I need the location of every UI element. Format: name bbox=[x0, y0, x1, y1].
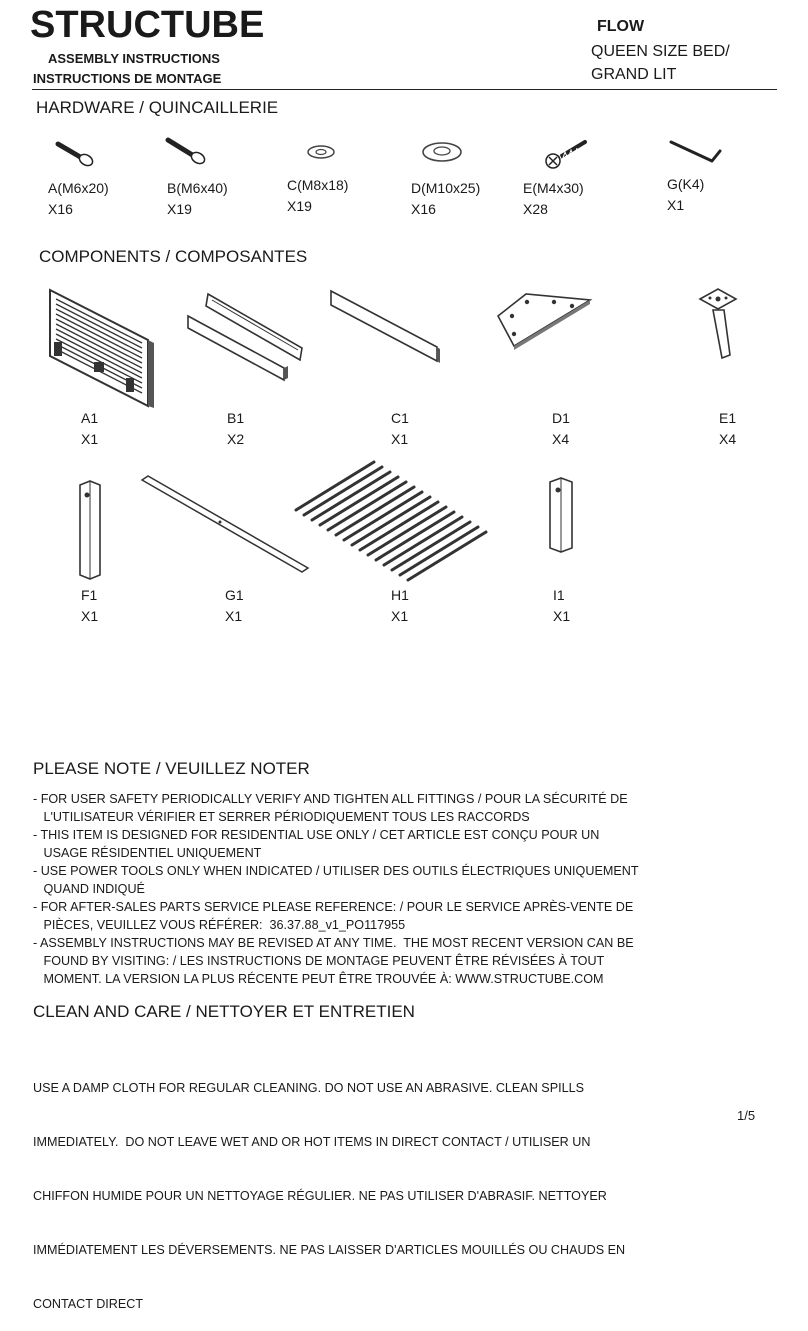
note-line: PIÈCES, VEUILLEZ VOUS RÉFÉRER: 36.37.88_v1_PO117955 bbox=[33, 918, 406, 932]
page-number: 1/5 bbox=[737, 1108, 756, 1123]
center-beam-icon bbox=[138, 474, 314, 578]
care-text: USE A DAMP CLOTH FOR REGULAR CLEANING. DO NOT USE AN ABRASIVE. CLEAN SPILLS IMMEDIATELY. DO NOT LEAVE WET AND OR HOT ITEMS IN DIRECT CONTACT / UTILISER UN CHIFFON HUMIDE POUR UN NETTOYAGE RÉGULIER. NE PAS UTILISER D'ABRASIF. NETTOYER IMMÉDIATEMENT LES DÉVERSEMENTS. NE PAS LAISSER D'ARTICLES MOUILLÉS OU CHAUDS EN CONTACT DIRECT bbox=[33, 1081, 626, 1311]
components-title: COMPONENTS / COMPOSANTES bbox=[39, 247, 308, 266]
product-name-line1: QUEEN SIZE BED/ bbox=[591, 43, 730, 60]
hardware-item-d: D(M10x25) X16 bbox=[411, 180, 481, 217]
component-f1: F1 X1 bbox=[81, 587, 99, 624]
hardware-item-g: G(K4) X1 bbox=[667, 176, 705, 213]
note-line: - FOR USER SAFETY PERIODICALLY VERIFY AND TIGHTEN ALL FITTINGS / POUR LA SÉCURITÉ DE bbox=[33, 792, 628, 806]
side-rail-icon bbox=[182, 290, 308, 382]
component-d1: D1 X4 bbox=[552, 410, 570, 447]
subtitle-english: ASSEMBLY INSTRUCTIONS bbox=[48, 51, 220, 66]
large-washer-icon bbox=[420, 139, 464, 165]
note-line: - USE POWER TOOLS ONLY WHEN INDICATED / UTILISER DES OUTILS ÉLECTRIQUES UNIQUEMENT bbox=[33, 864, 639, 878]
note-line: - THIS ITEM IS DESIGNED FOR RESIDENTIAL USE ONLY / CET ARTICLE EST CONÇU POUR UN bbox=[33, 828, 600, 842]
note-line: QUAND INDIQUÉ bbox=[33, 882, 145, 896]
hardware-item-e: E(M4x30) X28 bbox=[523, 180, 584, 217]
short-bolt-icon bbox=[52, 138, 98, 168]
leg-icon bbox=[694, 285, 742, 361]
header-divider bbox=[32, 89, 777, 90]
corner-bracket-icon bbox=[494, 290, 596, 352]
support-post-icon bbox=[544, 474, 578, 554]
slat-roll-icon bbox=[290, 456, 492, 588]
headboard-icon bbox=[44, 286, 156, 410]
product-name-line2: GRAND LIT bbox=[591, 66, 677, 83]
note-line: USAGE RÉSIDENTIEL UNIQUEMENT bbox=[33, 846, 262, 860]
model-name: FLOW bbox=[597, 18, 645, 35]
note-line: L'UTILISATEUR VÉRIFIER ET SERRER PÉRIODIQUEMENT TOUS LES RACCORDS bbox=[33, 810, 530, 824]
hardware-item-b: B(M6x40) X19 bbox=[167, 180, 228, 217]
wood-screw-icon bbox=[541, 136, 591, 172]
component-b1: B1 X2 bbox=[227, 410, 245, 447]
component-h1: H1 X1 bbox=[391, 587, 409, 624]
subtitle-french: INSTRUCTIONS DE MONTAGE bbox=[33, 71, 222, 86]
support-post-icon bbox=[74, 477, 106, 581]
notes-title: PLEASE NOTE / VEUILLEZ NOTER bbox=[33, 759, 310, 778]
care-title: CLEAN AND CARE / NETTOYER ET ENTRETIEN bbox=[33, 1002, 415, 1021]
hardware-item-a: A(M6x20) X16 bbox=[48, 180, 109, 217]
component-c1: C1 X1 bbox=[391, 410, 409, 447]
component-i1: I1 X1 bbox=[553, 587, 571, 624]
note-line: - ASSEMBLY INSTRUCTIONS MAY BE REVISED AT ANY TIME. THE MOST RECENT VERSION CAN BE bbox=[33, 936, 634, 950]
small-washer-icon bbox=[305, 142, 337, 162]
long-bolt-icon bbox=[164, 136, 210, 168]
note-line: MOMENT. LA VERSION LA PLUS RÉCENTE PEUT ÊTRE TROUVÉE À: WWW.STRUCTUBE.COM bbox=[33, 972, 604, 986]
footboard-rail-icon bbox=[327, 287, 443, 365]
component-a1: A1 X1 bbox=[81, 410, 99, 447]
component-g1: G1 X1 bbox=[225, 587, 244, 624]
note-line: - FOR AFTER-SALES PARTS SERVICE PLEASE REFERENCE: / POUR LE SERVICE APRÈS-VENTE DE bbox=[33, 900, 634, 914]
allen-key-icon bbox=[668, 137, 724, 171]
component-e1: E1 X4 bbox=[719, 410, 737, 447]
hardware-item-c: C(M8x18) X19 bbox=[287, 177, 349, 214]
brand-logo: STRUCTUBE bbox=[30, 4, 265, 46]
hardware-title: HARDWARE / QUINCAILLERIE bbox=[36, 98, 279, 117]
note-line: FOUND BY VISITING: / LES INSTRUCTIONS DE MONTAGE PEUVENT ÊTRE RÉVISÉES À TOUT bbox=[33, 954, 605, 968]
